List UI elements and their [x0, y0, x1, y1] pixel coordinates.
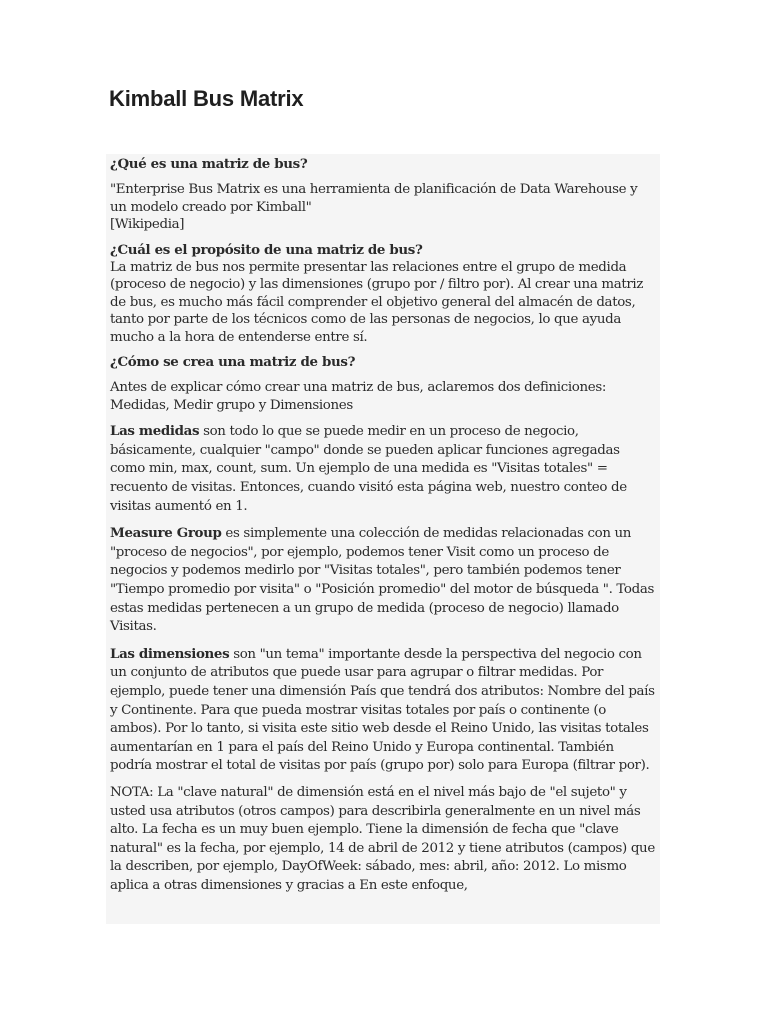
answer-purpose: La matriz de bus nos permite presentar las relaciones entre el grupo de medida (proceso de negocio) y las dimensiones (grupo por / filtro por). Al crear una matriz de bus, es mucho más fácil comprender el objetivo general del almacén de datos, tanto por parte de los técnicos como de las personas de negocios, lo que ayuda mucho a la hora de entenderse entre sí.: [110, 260, 644, 345]
paragraph-dimensions: [110, 645, 656, 776]
question-what-is: ¿Qué es una matriz de bus?: [110, 156, 308, 172]
paragraph-measure-group: [110, 524, 656, 637]
term-measures: Las medidas: [110, 423, 200, 440]
question-how-to-create: ¿Cómo se crea una matriz de bus?: [110, 354, 356, 371]
term-measure-group: Measure Group: [110, 525, 222, 542]
answer-how-to-create: Antes de explicar cómo crear una matriz de bus, aclaremos dos definiciones: Medidas, Medir grupo y Dimensiones: [110, 380, 607, 413]
text-measure-group: es simplemente una colección de medidas relacionadas con un "proceso de negocios", por ejemplo, podemos tener Visit como un proceso de negocios y podemos medirlo por "Visitas totales", pero también podemos tener "Tiempo promedio por visita" o "Posición promedio" del motor de búsqueda ". Todas estas medidas pertenecen a un grupo de medida (proceso de negocio) llamado Visitas.: [110, 526, 655, 635]
question-purpose: ¿Cuál es el propósito de una matriz de bus?: [110, 241, 423, 258]
page-title: Kimball Bus Matrix: [109, 86, 304, 111]
answer-what-is: "Enterprise Bus Matrix es una herramienta de planificación de Data Warehouse y un modelo creado por Kimball": [110, 182, 638, 215]
term-dimensions: Las dimensiones: [110, 645, 230, 662]
paragraph-measures: [110, 422, 656, 516]
document-body: [106, 154, 660, 924]
text-measures: son todo lo que se puede medir en un proceso de negocio, básicamente, cualquier "campo" donde se pueden aplicar funciones agregadas como min, max, count, sum. Un ejemplo de una medida es "Visitas totales" = recuento de visitas. Entonces, cuando visitó esta página web, nuestro conteo de visitas aumentó en 1.: [110, 424, 627, 514]
answer-source: [Wikipedia]: [110, 217, 185, 233]
text-dimensions: son "un tema" importante desde la perspectiva del negocio con un conjunto de atributos que puede usar para agrupar o filtrar medidas. Por ejemplo, puede tener una dimensión País que tendrá dos atributos: Nombre del país y Continente. Para que pueda mostrar visitas totales por país o continente (o ambos). Por lo tanto, si visita este sitio web desde el Reino Unido, las visitas totales aumentarían en 1 para el país del Reino Unido y Europa continental. También podría mostrar el total de visitas por país (grupo por) solo para Europa (filtrar por).: [110, 646, 655, 774]
paragraph-note: NOTA: La "clave natural" de dimensión está en el nivel más bajo de "el sujeto" y usted usa atributos (otros campos) para describirla generalmente en un nivel más alto. La fecha es un muy buen ejemplo. Tiene la dimensión de fecha que "clave natural" es la fecha, por ejemplo, 14 de abril de 2012 y tiene atributos (campos) que la describen, por ejemplo, DayOfWeek: sábado, mes: abril, año: 2012. Lo mismo aplica a otras dimensiones y gracias a En este enfoque,: [110, 784, 655, 893]
